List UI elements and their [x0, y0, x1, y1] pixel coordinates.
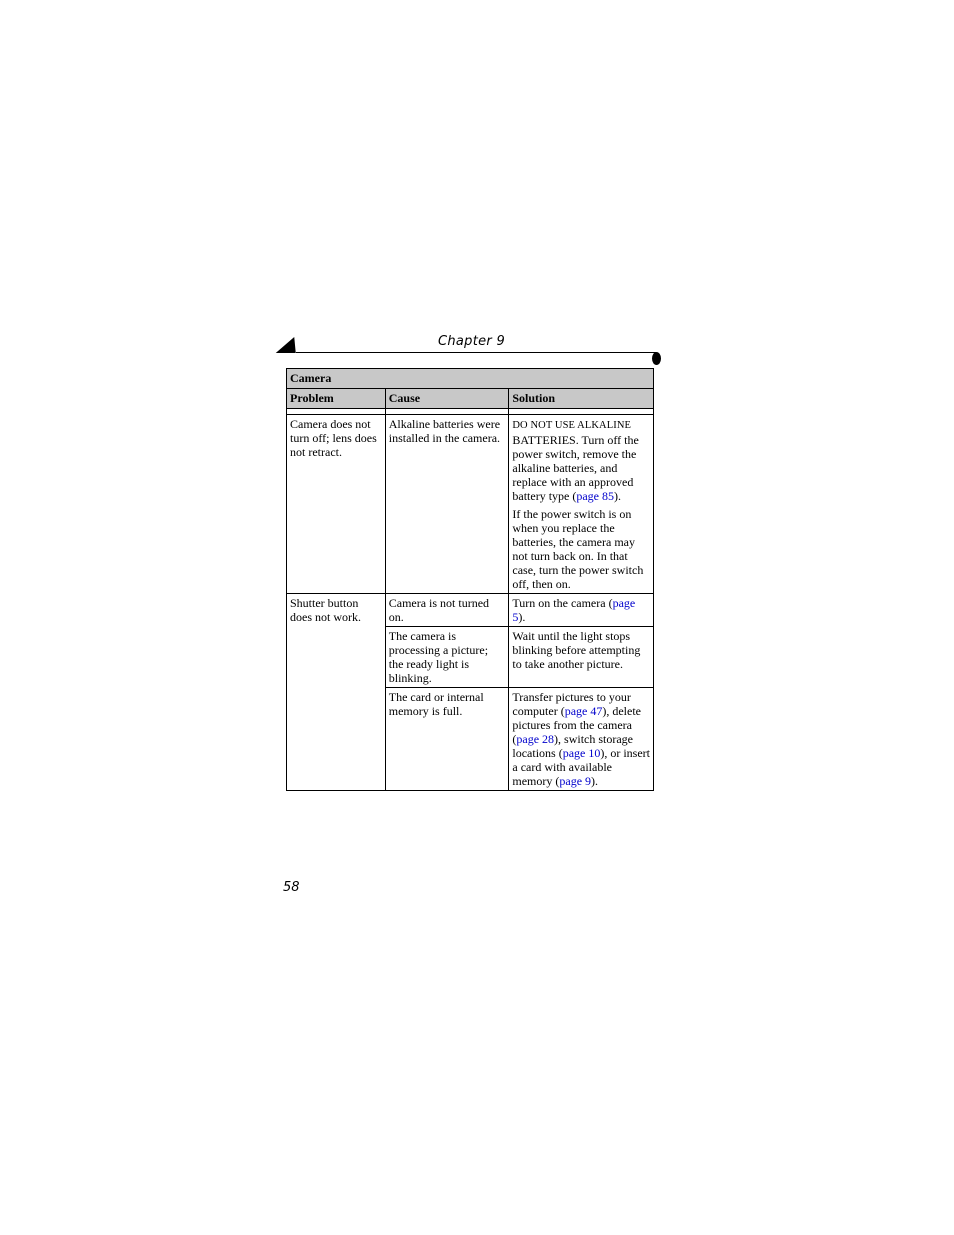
- cause-cell: Alkaline batteries were installed in the camera.: [385, 415, 509, 594]
- column-header-problem: Problem: [287, 389, 386, 409]
- problem-cell: Camera does not turn off; lens does not retract.: [287, 415, 386, 594]
- table-row: [287, 594, 654, 627]
- page-link[interactable]: page 10: [562, 746, 601, 760]
- cause-cell: Camera is not turned on.: [385, 594, 509, 627]
- cause-cell: The card or internal memory is full.: [385, 688, 509, 791]
- troubleshooting-table: [286, 368, 654, 791]
- chapter-header: [282, 333, 662, 367]
- page-link[interactable]: page 28: [516, 732, 555, 746]
- cause-cell: The camera is processing a picture; the ready light is blinking.: [385, 627, 509, 688]
- page-link[interactable]: page 85: [576, 489, 615, 503]
- chapter-title: Chapter 9: [438, 334, 506, 349]
- warning-caps: DO NOT USE ALKALINE: [512, 420, 632, 431]
- column-header-cause: Cause: [385, 389, 509, 409]
- solution-cell: [509, 415, 654, 594]
- page-link[interactable]: page 5: [512, 596, 636, 624]
- table-header-row: [287, 389, 654, 409]
- solution-paragraph: If the power switch is on when you replace the batteries, the camera may not turn back on. In that case, turn the power switch off, then on.: [512, 507, 644, 591]
- column-header-solution: Solution: [509, 389, 654, 409]
- table-row: [287, 415, 654, 594]
- solution-cell: Turn on the camera (page 5).: [509, 594, 654, 627]
- solution-paragraph: DO NOT USE ALKALINE BATTERIES. Turn off the power switch, remove the alkaline batteries, and replace with an approved battery type (page 85).: [512, 420, 639, 503]
- header-dot-icon: [652, 352, 661, 365]
- section-title: Camera: [287, 369, 654, 389]
- solution-cell: Transfer pictures to your computer (page 47), delete pictures from the camera (page 28), switch storage locations (page 10), or insert a card with available memory (page 9).: [509, 688, 654, 791]
- solution-cell: Wait until the light stops blinking before attempting to take another picture.: [509, 627, 654, 688]
- table-section-row: [287, 369, 654, 389]
- page-link[interactable]: page 9: [559, 774, 592, 788]
- page-number: 58: [283, 880, 300, 895]
- header-wedge-icon: [276, 337, 309, 353]
- header-rule: [296, 352, 656, 353]
- problem-cell: Shutter button does not work.: [287, 594, 386, 791]
- page-link[interactable]: page 47: [564, 704, 603, 718]
